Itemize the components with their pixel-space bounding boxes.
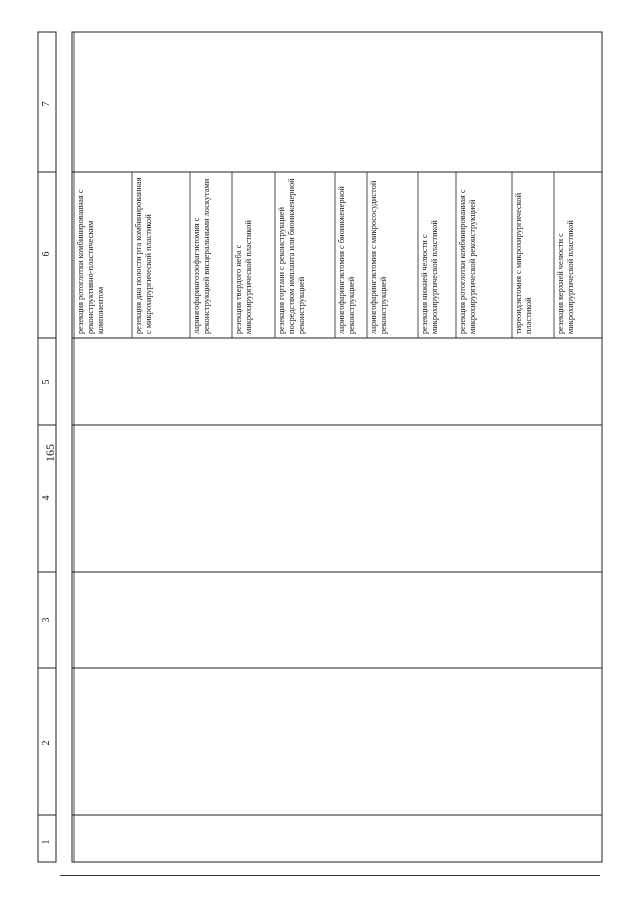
procedure-text: резекция верхней челюсти с микрохирургической пластикой bbox=[556, 220, 575, 334]
column-number-7: 7 bbox=[41, 101, 52, 107]
column-number-6: 6 bbox=[41, 251, 52, 257]
procedure-cell bbox=[458, 174, 512, 336]
procedure-text: резекция гортани с реконструкцией посредством импланта или биоинженерной реконструкцией bbox=[277, 178, 306, 334]
procedure-cell bbox=[76, 174, 132, 336]
procedure-text: ларингофарингоэзофагэктомия с реконструкцией висцеральными лоскутами bbox=[192, 178, 211, 334]
page-number: 165 bbox=[43, 444, 57, 462]
procedure-cell bbox=[337, 174, 367, 336]
procedure-text: ларингофарингэктомия с биоинженерной реконструкцией bbox=[337, 186, 356, 334]
procedure-cell bbox=[420, 174, 456, 336]
procedure-cell bbox=[277, 174, 335, 336]
procedure-cell bbox=[134, 174, 190, 336]
procedure-cell bbox=[556, 174, 600, 336]
procedure-text: резекция твердого неба с микрохирургической пластикой bbox=[234, 220, 253, 334]
procedure-cell bbox=[369, 174, 418, 336]
procedure-text: тиреоидэктомия с микрохирургической пластикой bbox=[514, 192, 533, 334]
procedure-cell bbox=[192, 174, 232, 336]
column-number-4: 4 bbox=[41, 495, 52, 501]
procedure-text: резекция нижней челюсти с микрохирургической пластикой bbox=[420, 220, 439, 334]
procedure-text: резекция ротоглотки комбинированная с реконструктивно-пластическим компонентом bbox=[76, 189, 105, 334]
column-number-3: 3 bbox=[41, 617, 52, 623]
procedure-text: ларингофарингэктомия с микрососудистой реконструкцией bbox=[369, 180, 388, 334]
sheet-bottom-line bbox=[60, 875, 600, 876]
column-number-2: 2 bbox=[41, 740, 52, 746]
column-number-1: 1 bbox=[41, 839, 52, 845]
column-number-5: 5 bbox=[41, 379, 52, 385]
procedure-text: резекция ротоглотки комбинированная с микрохирургической реконструкцией bbox=[458, 189, 477, 334]
procedure-cell bbox=[234, 174, 274, 336]
procedure-cell bbox=[514, 174, 554, 336]
procedure-text: резекция дна полости рта комбинированная с микрохирургической пластикой bbox=[134, 177, 153, 334]
